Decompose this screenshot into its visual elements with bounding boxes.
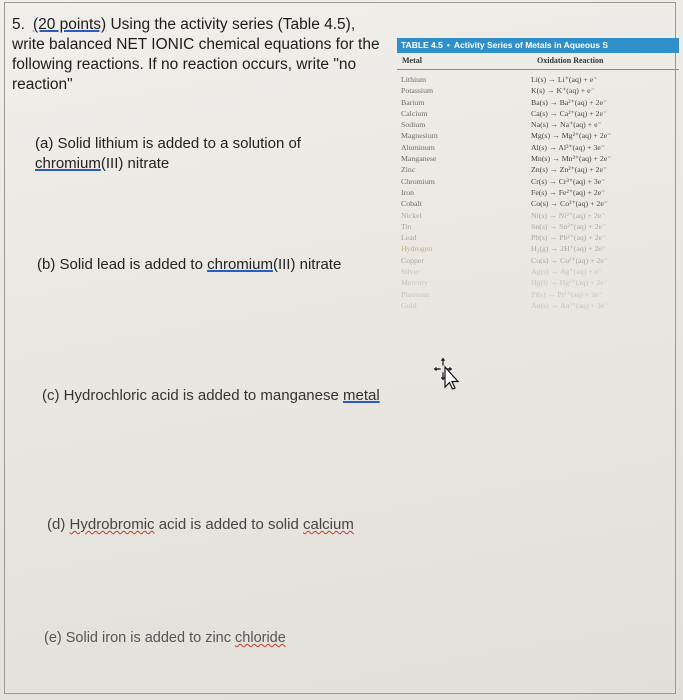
oxidation-reaction: Fe(s) → Fe²⁺(aq) + 2e⁻ (531, 187, 606, 197)
metal-name: Barium (401, 97, 425, 107)
oxidation-reaction: Cr(s) → Cr³⁺(aq) + 3e⁻ (531, 176, 606, 186)
table-row (397, 210, 679, 221)
table-title: Activity Series of Metals in Aqueous S (453, 40, 609, 50)
oxidation-reaction: Mg(s) → Mg²⁺(aq) + 2e⁻ (531, 131, 612, 141)
table-row (397, 289, 679, 300)
metal-name: Calcium (401, 108, 428, 118)
metal-name: Lithium (401, 75, 427, 84)
metal-name: Tin (401, 221, 412, 231)
metal-name: Copper (401, 255, 424, 265)
part-c-underlined: metal (343, 387, 380, 404)
part-b (37, 255, 341, 275)
oxidation-reaction: Au(s) → Au³⁺(aq) + 3e⁻ (531, 300, 609, 310)
table-header-bar (397, 38, 679, 53)
question-prompt (12, 15, 382, 95)
metal-name: Lead (401, 233, 417, 243)
table-header-separator: • (446, 40, 450, 50)
oxidation-reaction: K(s) → K⁺(aq) + e⁻ (531, 86, 595, 96)
metal-name: Silver (401, 267, 420, 277)
oxidation-reaction: Pb(s) → Pb²⁺(aq) + 2e⁻ (531, 233, 607, 243)
oxidation-reaction: Zn(s) → Zn²⁺(aq) + 2e⁻ (531, 165, 608, 175)
part-a-suffix: (III) nitrate (100, 155, 170, 172)
move-cursor-icon (433, 357, 461, 391)
part-c-prefix: (c) Hydrochloric acid is added to manganese (42, 387, 339, 404)
table-rows (397, 74, 679, 311)
table-row (397, 266, 679, 277)
metal-name: Manganese (401, 154, 437, 164)
part-d-prefix: (d) (47, 516, 66, 533)
question-number: 5. (12, 16, 25, 33)
activity-series-table (397, 38, 679, 368)
oxidation-reaction: Hg(l) → Hg²⁺(aq) + 2e⁻ (531, 278, 608, 288)
column-oxidation-reaction: Oxidation Reaction (537, 56, 604, 65)
table-row (397, 130, 679, 141)
metal-name: Sodium (401, 120, 426, 130)
table-row (397, 232, 679, 243)
table-column-headers (397, 55, 679, 70)
oxidation-reaction: Ag(s) → Ag⁺(aq) + e⁻ (531, 267, 603, 277)
part-e-underlined: chloride (235, 630, 286, 646)
table-row (397, 85, 679, 96)
oxidation-reaction: Sn(s) → Sn²⁺(aq) + 2e⁻ (531, 221, 607, 231)
oxidation-reaction: Na(s) → Na⁺(aq) + e⁻ (531, 120, 602, 130)
part-d-underlined-2: calcium (302, 516, 354, 533)
table-row (397, 221, 679, 232)
table-row (397, 108, 679, 119)
part-b-suffix: (III) nitrate (272, 256, 342, 273)
table-row (397, 277, 679, 288)
metal-name: Aluminum (401, 142, 435, 152)
table-row (397, 74, 679, 85)
question-points: (20 points) (32, 16, 107, 33)
part-e-prefix: (e) Solid iron is added to zinc (44, 630, 231, 646)
table-row (397, 119, 679, 130)
part-e (44, 628, 286, 648)
metal-name: Platinum (401, 289, 430, 299)
metal-name: Mercury (401, 278, 428, 288)
oxidation-reaction: Pt(s) → Pt²⁺(aq) + 2e⁻ (531, 289, 603, 299)
metal-name: Chromium (401, 176, 435, 186)
oxidation-reaction: Ni(s) → Ni²⁺(aq) + 2e⁻ (531, 210, 606, 220)
metal-name: Iron (401, 187, 414, 197)
metal-name: Magnesium (401, 131, 438, 141)
table-row (397, 198, 679, 209)
metal-name: Nickel (401, 210, 422, 220)
table-row (397, 164, 679, 175)
part-b-underlined: chromium (207, 256, 273, 273)
question-text: Using the activity series (Table 4.5), write balanced NET IONIC chemical equations for the following reactions. If no reaction occurs, write "no reaction" (12, 16, 380, 93)
oxidation-reaction: Mn(s) → Mn²⁺(aq) + 2e⁻ (531, 154, 612, 164)
metal-name: Gold (401, 300, 417, 310)
column-metal: Metal (402, 56, 422, 65)
oxidation-reaction: Co(s) → Co²⁺(aq) + 2e⁻ (531, 199, 608, 209)
part-c (42, 386, 380, 406)
table-row (397, 97, 679, 108)
part-a-underlined: chromium (35, 155, 101, 172)
metal-name: Potassium (401, 86, 434, 96)
part-d (47, 515, 354, 535)
metal-name: Zinc (401, 165, 416, 175)
metal-name: Cobalt (401, 199, 422, 209)
table-row (397, 187, 679, 198)
table-row (397, 176, 679, 187)
table-row (397, 153, 679, 164)
part-d-underlined-1: Hydrobromic (69, 516, 155, 533)
table-row (397, 300, 679, 311)
table-row (397, 243, 679, 254)
table-row (397, 255, 679, 266)
table-row (397, 142, 679, 153)
part-d-middle: acid is added to solid (158, 516, 299, 533)
part-a-prefix: (a) Solid lithium is added to a solution of (35, 135, 301, 152)
part-b-prefix: (b) Solid lead is added to (37, 256, 203, 273)
part-a (35, 134, 365, 174)
oxidation-reaction: Ba(s) → Ba²⁺(aq) + 2e⁻ (531, 97, 608, 107)
metal-name: Hydrogen (401, 244, 433, 254)
table-label: TABLE 4.5 (401, 40, 443, 50)
oxidation-reaction: H₂(g) → 2H⁺(aq) + 2e⁻ (531, 244, 607, 254)
oxidation-reaction: Al(s) → Al³⁺(aq) + 3e⁻ (531, 142, 605, 152)
oxidation-reaction: Cu(s) → Cu²⁺(aq) + 2e⁻ (531, 255, 608, 265)
oxidation-reaction: Li(s) → Li⁺(aq) + e⁻ (531, 75, 598, 84)
oxidation-reaction: Ca(s) → Ca²⁺(aq) + 2e⁻ (531, 108, 608, 118)
